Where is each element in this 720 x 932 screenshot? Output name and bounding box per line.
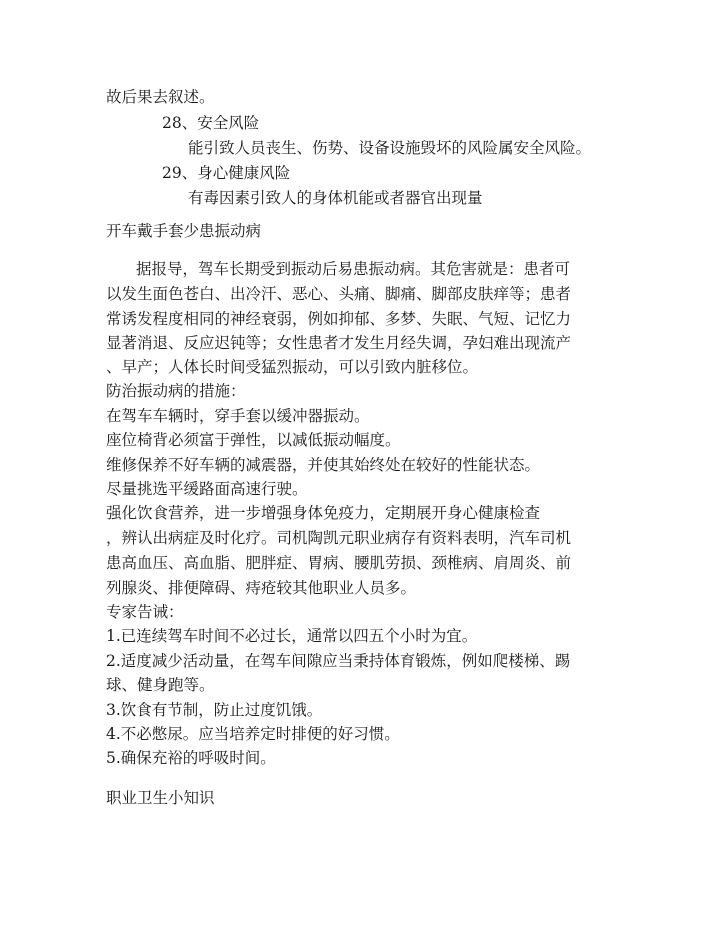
item-28-body: 能引致人员丧生、伤势、设备设施毁坏的风险属安全风险。 <box>188 139 592 157</box>
measure-item-2: 座位椅背必须富于弹性，以减低振动幅度。 <box>106 431 401 449</box>
para2-line-1: 强化饮食营养，进一步增强身体免疫力，定期展开身心健康检查 <box>106 504 541 522</box>
para1-line-5: 、早产；人体长时间受猛烈振动，可以引致内脏移位。 <box>106 358 479 376</box>
section-title: 开车戴手套少患振动病 <box>106 222 262 240</box>
para1-line-2: 以发生面色苍白、出冷汗、恶心、头痛、脚痛、脚部皮肤痒等；患者 <box>106 285 572 303</box>
footer-title: 职业卫生小知识 <box>106 789 215 807</box>
item-29-title: 29、身心健康风险 <box>162 164 291 182</box>
para2-line-2: ，辨认出病症及时化疗。司机陶凯元职业病存有资料表明，汽车司机 <box>106 529 572 547</box>
expert-item-2: 2.适度减少活动量，在驾车间隙应当秉持体育锻炼，例如爬楼梯、踢 <box>106 652 571 670</box>
item-29-body: 有毒因素引致人的身体机能或者器官出现量 <box>188 189 483 207</box>
measure-item-3: 维修保养不好车辆的减震器，并使其始终处在较好的性能状态。 <box>106 456 541 474</box>
expert-title: 专家告诫： <box>106 603 184 621</box>
measures-title: 防治振动病的措施： <box>106 382 246 400</box>
expert-item-5: 5.确保充裕的呼吸时间。 <box>106 749 276 767</box>
para1-line-4: 显著消退、反应迟钝等；女性患者才发生月经失调，孕妇难出现流产 <box>106 334 572 352</box>
measure-item-4: 尽量挑选平缓路面高速行驶。 <box>106 480 308 498</box>
measure-item-1: 在驾车车辆时，穿手套以缓冲器振动。 <box>106 407 370 425</box>
expert-item-4: 4.不必憋尿。应当培养定时排便的好习惯。 <box>106 725 400 743</box>
expert-item-1: 1.已连续驾车时间不必过长，通常以四五个小时为宜。 <box>106 627 478 645</box>
item-28-title: 28、安全风险 <box>162 114 260 132</box>
para2-line-4: 列腺炎、排便障碍、痔疮较其他职业人员多。 <box>106 579 417 597</box>
para1-line-1: 据报导，驾车长期受到振动后易患振动病。其危害就是：患者可 <box>136 260 571 278</box>
para2-line-3: 患高血压、高血脂、肥胖症、胃病、腰肌劳损、颈椎病、肩周炎、前 <box>106 554 572 572</box>
expert-item-3: 3.饮食有节制，防止过度饥饿。 <box>106 701 323 719</box>
expert-item-2-cont: 球、健身跑等。 <box>106 676 215 694</box>
para1-line-3: 常诱发程度相同的神经衰弱，例如抑郁、多梦、失眠、气短、记忆力 <box>106 310 572 328</box>
intro-tail-text: 故后果去叙述。 <box>106 88 215 106</box>
